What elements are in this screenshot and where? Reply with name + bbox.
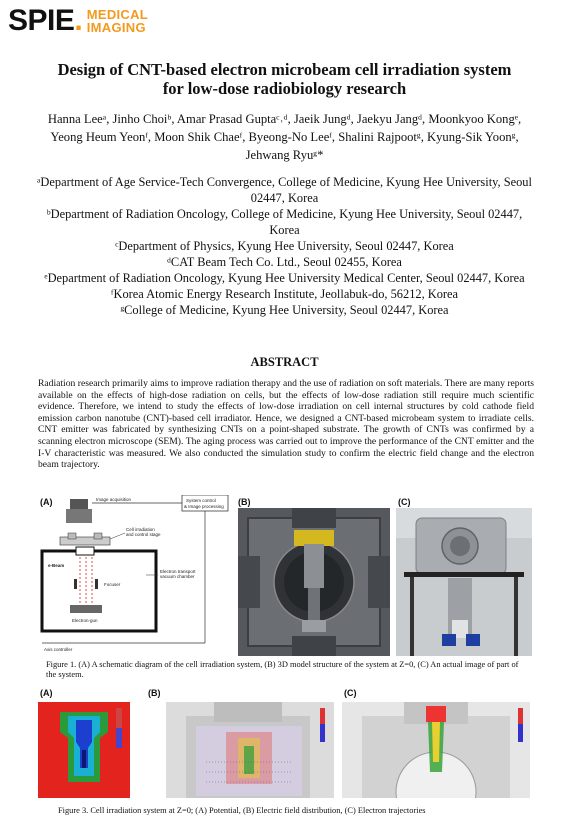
label-electron-gun: Electron-gun [72, 618, 98, 623]
authors-line2: Yeong Heum Yeonᶠ, Moon Shik Chaeᶠ, Byeong-No Leeᶠ, Shalini Rajpootᵍ, Kyung-Sik Yoonᵍ, [50, 130, 519, 144]
paper-title [20, 60, 549, 98]
label-focuser: Focuser [104, 582, 121, 587]
electric-field [166, 702, 334, 798]
fig1-caption: Figure 1. (A) A schematic diagram of the cell irradiation system, (B) 3D model structure of the system at Z=0, (C) An actual image of part of the system. [46, 660, 519, 679]
fig1-label-a: (A) [40, 497, 53, 507]
camera-body [70, 499, 88, 509]
logo-subtitle [87, 8, 148, 34]
affiliation-line: ᵃDepartment of Age Service-Tech Convergence, College of Medicine, Kyung Hee University, Seoul [37, 175, 532, 189]
affiliation-line: ᶜDepartment of Physics, Kyung Hee University, Seoul 02447, Korea [115, 239, 454, 253]
label-system-control-2: & Image processing [184, 504, 224, 509]
abstract-heading: ABSTRACT [250, 355, 319, 369]
camera-lens [66, 509, 92, 523]
fig1-photo [396, 508, 532, 656]
affiliation-line: ᵇDepartment of Radiation Oncology, College of Medicine, Kyung Hee University, Seoul 02447, [46, 207, 523, 221]
fig1-schematic [36, 495, 232, 657]
label-transport-2: vacuum chamber [160, 574, 195, 579]
affiliations [15, 174, 554, 318]
fig3-label-b: (B) [148, 688, 161, 698]
label-cell-irradiation-1: Cell irradiation [126, 527, 155, 532]
fig1-3d-model [238, 508, 390, 656]
affiliation-line: ᶠKorea Atomic Energy Research Institute, Jeollabuk-do, 56212, Korea [110, 287, 459, 301]
fig3-trajectory-plot [342, 702, 530, 798]
irradiation-stage [60, 537, 110, 545]
label-axis-controller: Axis controller [44, 647, 73, 652]
title-line1: Design of CNT-based electron microbeam cell irradiation system [57, 60, 512, 79]
electron-trajectories [342, 702, 530, 798]
fig3-potential-plot [38, 702, 130, 798]
fig3-electric-field-plot [166, 702, 334, 798]
author-list [15, 110, 554, 164]
affiliation-line: ᵈCAT Beam Tech Co. Ltd., Seoul 02455, Korea [167, 255, 402, 269]
authors-line1: Hanna Leeᵃ, Jinho Choiᵇ, Amar Prasad Guptaᶜ˒ᵈ, Jaeik Jungᵈ, Jaekyu Jangᵈ, Moonkyoo Kongᵉ, [47, 112, 522, 126]
fig3-label-a: (A) [40, 688, 53, 698]
label-system-control-1: System control [186, 498, 216, 503]
title-line2: for low-dose radiobiology research [162, 79, 407, 98]
logo-line1: MEDICAL [86, 7, 149, 22]
potential-field [38, 702, 130, 798]
fig3-label-c: (C) [344, 688, 357, 698]
affiliation-line: ᵉDepartment of Radiation Oncology, Kyung Hee University Medical Center, Seoul 02447, Korea [44, 271, 525, 285]
label-transport-1: Electron transport [160, 569, 196, 574]
label-ebeam: e-Beam [48, 563, 65, 568]
logo-line2: IMAGING [86, 20, 146, 35]
fig1-label-c: (C) [398, 497, 411, 507]
fig1-label-b: (B) [238, 497, 251, 507]
model-drawing [238, 508, 390, 656]
schematic-diagram [36, 495, 232, 657]
logo-dot: . [74, 4, 83, 37]
electron-gun [70, 605, 102, 613]
affiliation-line: ᵍCollege of Medicine, Kyung Hee University, Seoul 02447, Korea [120, 303, 449, 317]
affiliation-line: Korea [269, 223, 300, 237]
spie-logo [8, 6, 148, 36]
label-image-acquisition: Image acquisition [96, 497, 132, 502]
affiliation-line: 02447, Korea [250, 191, 319, 205]
apparatus-photo [396, 508, 532, 656]
logo-brand: SPIE [8, 4, 75, 37]
fig3-caption: Figure 3. Cell irradiation system at Z=0; (A) Potential, (B) Electric field distribution, (C) Electron trajectories [58, 806, 426, 815]
label-cell-irradiation-2: and control stage [126, 532, 161, 537]
abstract-body: Radiation research primarily aims to improve radiation therapy and the use of radiation on soft materials. There are many reports available on the effects of high-dose radiation on cells, but the effects of low-dose radiation still require much scientific evidence. Therefore, we intend to study the effects of low-dose irradiation on cell internal structures by cold cathode field emission carbon nanotube (CNT)-based cell irradiator. Hence, we designed a CNT-based microbeam system to irradiate cells. CNT emitter was fabricated by synthesizing CNTs on a point-shaped substrate. The growth of CNTs was confirmed by a scanning electron microscope (SEM). The aging process was carried out to improve the performance of the CNT emitter and the I-V characteristic was measured. We also conducted the simulation study to confirm the electric field change and the electron beam trajectory. [38, 378, 534, 471]
authors-line3: Jehwang Ryuᵍ* [245, 148, 324, 162]
